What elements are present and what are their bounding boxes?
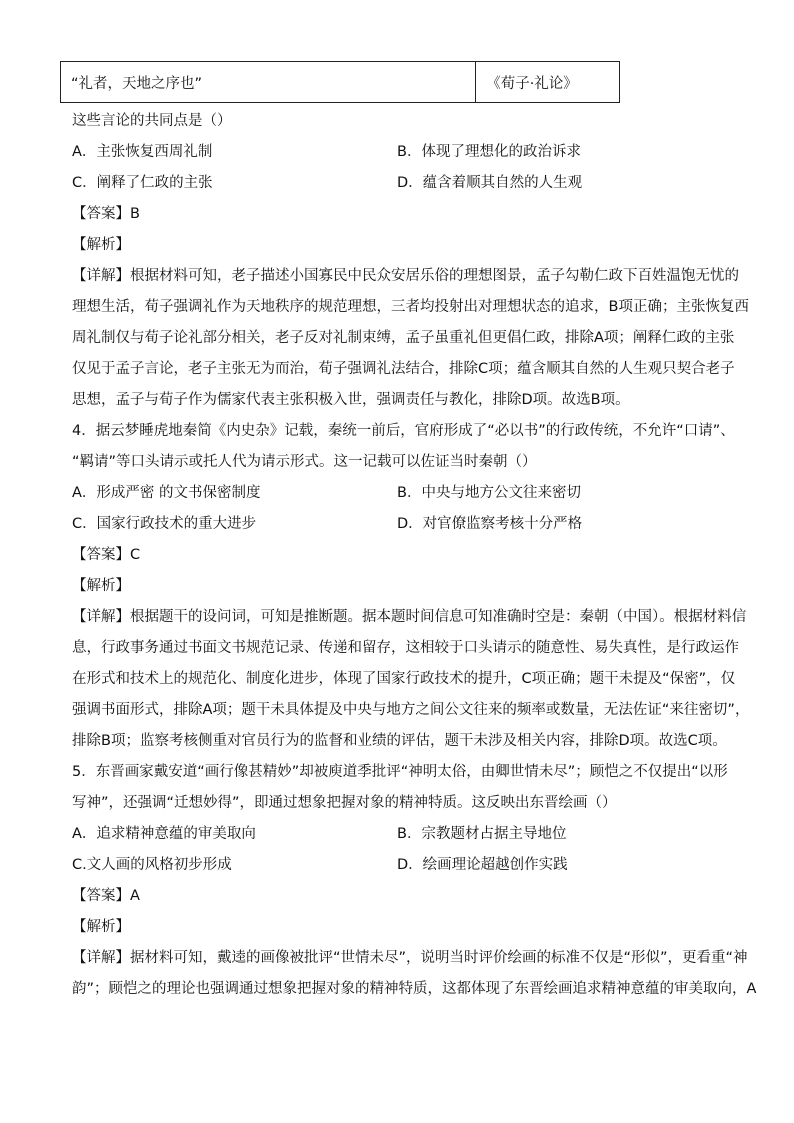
q5-options-row-1: [72, 819, 732, 850]
q5-detail-line: 【详解】据材料可知，戴逵的画像被批评“世情未尽”，说明当时评价绘画的标准不仅是“形似”，更看重“神: [72, 950, 748, 966]
q3-options-row-1: [72, 137, 732, 168]
q4-detail-line: 强调书面形式，排除A项；题干未具体提及中央与地方之间公文往来的频率或数量，无法佐证“来往密切”，: [72, 702, 750, 718]
quote-table-row: [61, 62, 620, 103]
q3-option-a: A．主张恢复西周礼制: [72, 144, 213, 160]
document-content: [72, 106, 757, 1005]
q4-detail-line: 排除B项；监察考核侧重对官员行为的监督和业绩的评估，题干未涉及相关内容，排除D项。故选C项。: [72, 733, 727, 749]
q4-detail-line: 息，行政事务通过书面文书规范记录、传递和留存，这相较于口头请示的随意性、易失真性，是行政运作: [72, 640, 739, 656]
q5-stem-line: 5．东晋画家戴安道“画行像甚精妙”却被庾道季批评“神明太俗，由卿世情未尽”；顾恺之不仅提出“以形: [72, 764, 728, 780]
q3-detail-line: 周礼制仅与荀子论礼部分相关，老子反对礼制束缚，孟子虽重礼但更倡仁政，排除A项；阐释仁政的主张: [72, 330, 735, 346]
q4-option-c: C．国家行政技术的重大进步: [72, 516, 257, 532]
q4-options-row-1: [72, 478, 732, 509]
q4-options-row-2: [72, 509, 732, 540]
q4-answer: 【答案】C: [72, 547, 141, 563]
q5-detail-line: 韵”；顾恺之的理论也强调通过想象把握对象的精神特质，这都体现了东晋绘画追求精神意蕴的审美取向，A: [72, 981, 757, 997]
q3-detail-line: 【详解】根据材料可知，老子描述小国寡民中民众安居乐俗的理想图景，孟子勾勒仁政下百姓温饱无忧的: [72, 268, 739, 284]
q3-detail-line: 理想生活，荀子强调礼作为天地秩序的规范理想，三者均投射出对理想状态的追求，B项正确；主张恢复西: [72, 299, 749, 315]
q3-stem: 这些言论的共同点是（）: [72, 113, 232, 129]
q4-detail-line: 【详解】根据题干的设问词，可知是推断题。据本题时间信息可知准确时空是：秦朝（中国）。根据材料信: [72, 609, 747, 625]
q4-stem: [72, 416, 735, 478]
q3-option-d: D．蕴含着顺其自然的人生观: [397, 175, 583, 191]
q5-option-b: B．宗教题材占据主导地位: [397, 826, 567, 842]
q5-stem-line: 写神”，还强调“迁想妙得”，即通过想象把握对象的精神特质。这反映出东晋绘画（）: [72, 795, 617, 811]
q3-answer: 【答案】B: [72, 206, 140, 222]
q3-detail-line: 思想，孟子与荀子作为儒家代表主张积极入世，强调责任与教化，排除D项。故选B项。: [72, 392, 630, 408]
q4-detail-line: 在形式和技术上的规范化、制度化进步，体现了国家行政技术的提升，C项正确；题干未提及“保密”，仅: [72, 671, 736, 687]
q5-stem: [72, 757, 732, 819]
quote-source-cell: 《荀子·礼论》: [476, 62, 620, 103]
q5-option-a: A．追求精神意蕴的审美取向: [72, 826, 256, 842]
q4-detail: [72, 602, 750, 757]
q3-option-b: B．体现了理想化的政治诉求: [397, 144, 581, 160]
q5-option-d: D．绘画理论超越创作实践: [397, 857, 568, 873]
q4-option-a: A．形成严密 的文书保密制度: [72, 485, 261, 501]
q4-option-d: D．对官僚监察考核十分严格: [397, 516, 583, 532]
q3-option-c: C．阐释了仁政的主张: [72, 175, 213, 191]
q5-options-row-2: [72, 850, 732, 881]
q5-analysis-label: 【解析】: [72, 919, 130, 935]
q5-detail: [72, 943, 757, 1005]
q4-stem-line: “羁请”等口头请示或托人代为请示形式。这一记载可以佐证当时秦朝（）: [72, 454, 537, 470]
quote-table: [60, 61, 620, 103]
q4-stem-line: 4．据云梦睡虎地秦简《内史杂》记载，秦统一前后，官府形成了“必以书”的行政传统，不允许“口请”、: [72, 423, 735, 439]
q5-answer: 【答案】A: [72, 888, 140, 904]
q4-analysis-label: 【解析】: [72, 578, 130, 594]
q3-detail-line: 仅见于孟子言论，老子主张无为而治，荀子强调礼法结合，排除C项；蕴含顺其自然的人生观只契合老子: [72, 361, 735, 377]
quote-text-cell: “礼者，天地之序也”: [61, 62, 476, 103]
q5-option-c: C.文人画的风格初步形成: [72, 857, 232, 873]
q3-analysis-label: 【解析】: [72, 237, 130, 253]
q4-option-b: B．中央与地方公文往来密切: [397, 485, 581, 501]
q3-detail: [72, 261, 749, 416]
q3-options-row-2: [72, 168, 732, 199]
